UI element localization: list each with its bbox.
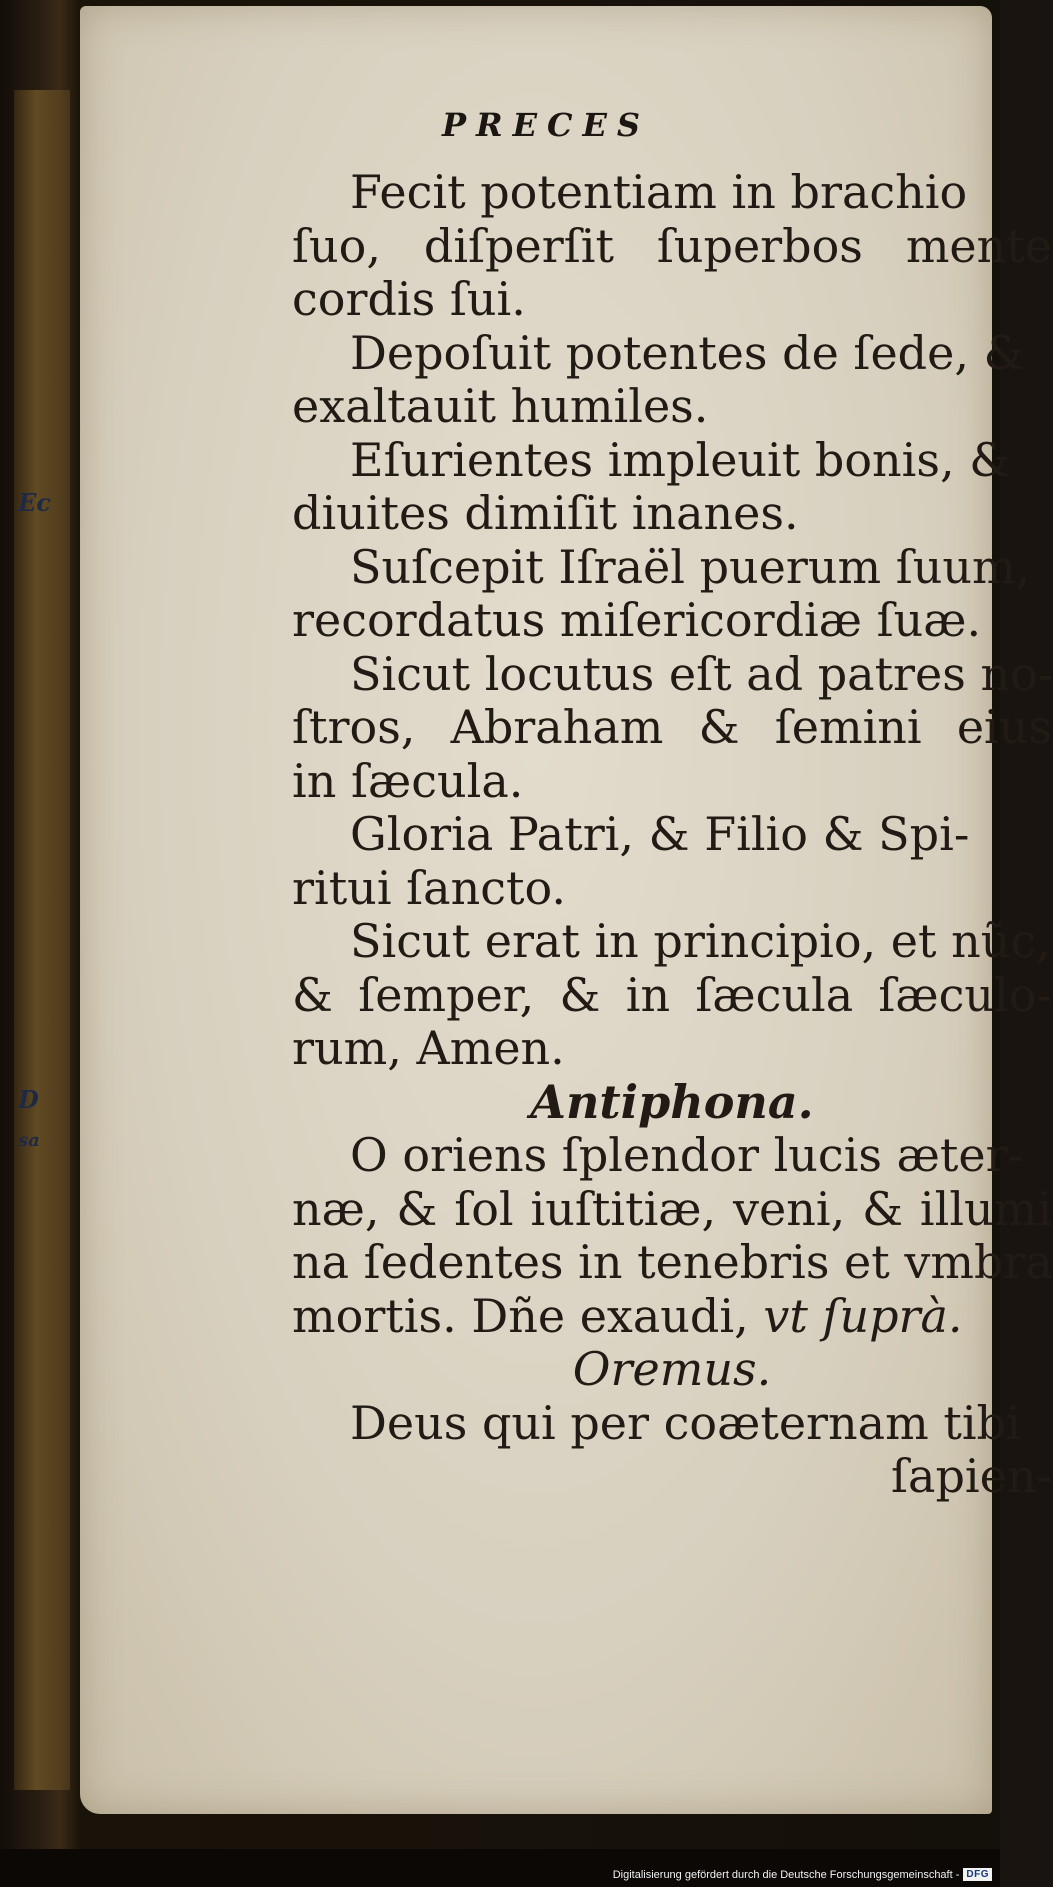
text-line: Suſcepit Iſraël puerum ſuum,	[350, 539, 1031, 594]
credit-text: Digitalisierung gefördert durch die Deutsche Forschungsgemeinschaft -	[612, 1868, 960, 1881]
text-line: ritui ſancto.	[292, 860, 566, 915]
page-text	[292, 166, 1052, 1504]
text-segment-italic: vt ſuprà.	[763, 1288, 963, 1343]
text-line: ſuo, diſperſit ſuperbos mente	[292, 218, 1052, 273]
text-line: na ſedentes in tenebris et vmbra	[292, 1235, 1053, 1289]
text-line: in ſæcula.	[292, 753, 524, 808]
text-line: Deus qui per coæternam tibi	[350, 1395, 1021, 1450]
text-line	[292, 1290, 1052, 1344]
text-line: & ſemper, & in ſæcula ſæculo-	[292, 967, 1052, 1022]
text-line: ſtros, Abraham & ſemini eius	[292, 700, 1052, 754]
text-line: rum, Amen.	[292, 1021, 565, 1075]
running-head: PRECES	[441, 106, 650, 144]
text-line: O oriens ſplendor lucis æter-	[350, 1128, 1024, 1182]
margin-note: sa	[18, 1130, 40, 1151]
rubric-heading: Oremus.	[572, 1342, 772, 1396]
text-line: Eſurientes impleuit bonis, &	[350, 432, 1011, 487]
text-line: Depoſuit potentes de ſede, &	[350, 325, 1025, 380]
text-line: Gloria Patri, & Filio & Spi-	[350, 807, 970, 861]
text-line: exaltauit humiles.	[292, 379, 709, 433]
text-line: Fecit potentiam in brachio	[350, 165, 968, 219]
book-page	[80, 6, 1053, 1814]
text-line: Sicut erat in principio, et nũc,	[350, 914, 1051, 968]
margin-note: Ec	[18, 488, 51, 517]
margin-note: D	[18, 1085, 39, 1114]
digitization-credit	[613, 1868, 992, 1881]
dfg-logo: DFG	[963, 1868, 992, 1881]
rubric-heading: Antiphona.	[530, 1074, 814, 1129]
catchword: ſapien-	[891, 1449, 1052, 1503]
text-line: recordatus miſericordiæ ſuæ.	[292, 593, 982, 647]
text-line: cordis ſui.	[292, 272, 526, 326]
text-line: Sicut locutus eſt ad patres no-	[350, 646, 1053, 701]
text-line: diuites dimiſit inanes.	[292, 486, 799, 540]
text-line: næ, & ſol iuſtitiæ, veni, & illumi	[292, 1181, 1052, 1236]
binding-edge	[14, 90, 70, 1790]
text-segment: mortis. Dñe exaudi,	[292, 1288, 764, 1343]
